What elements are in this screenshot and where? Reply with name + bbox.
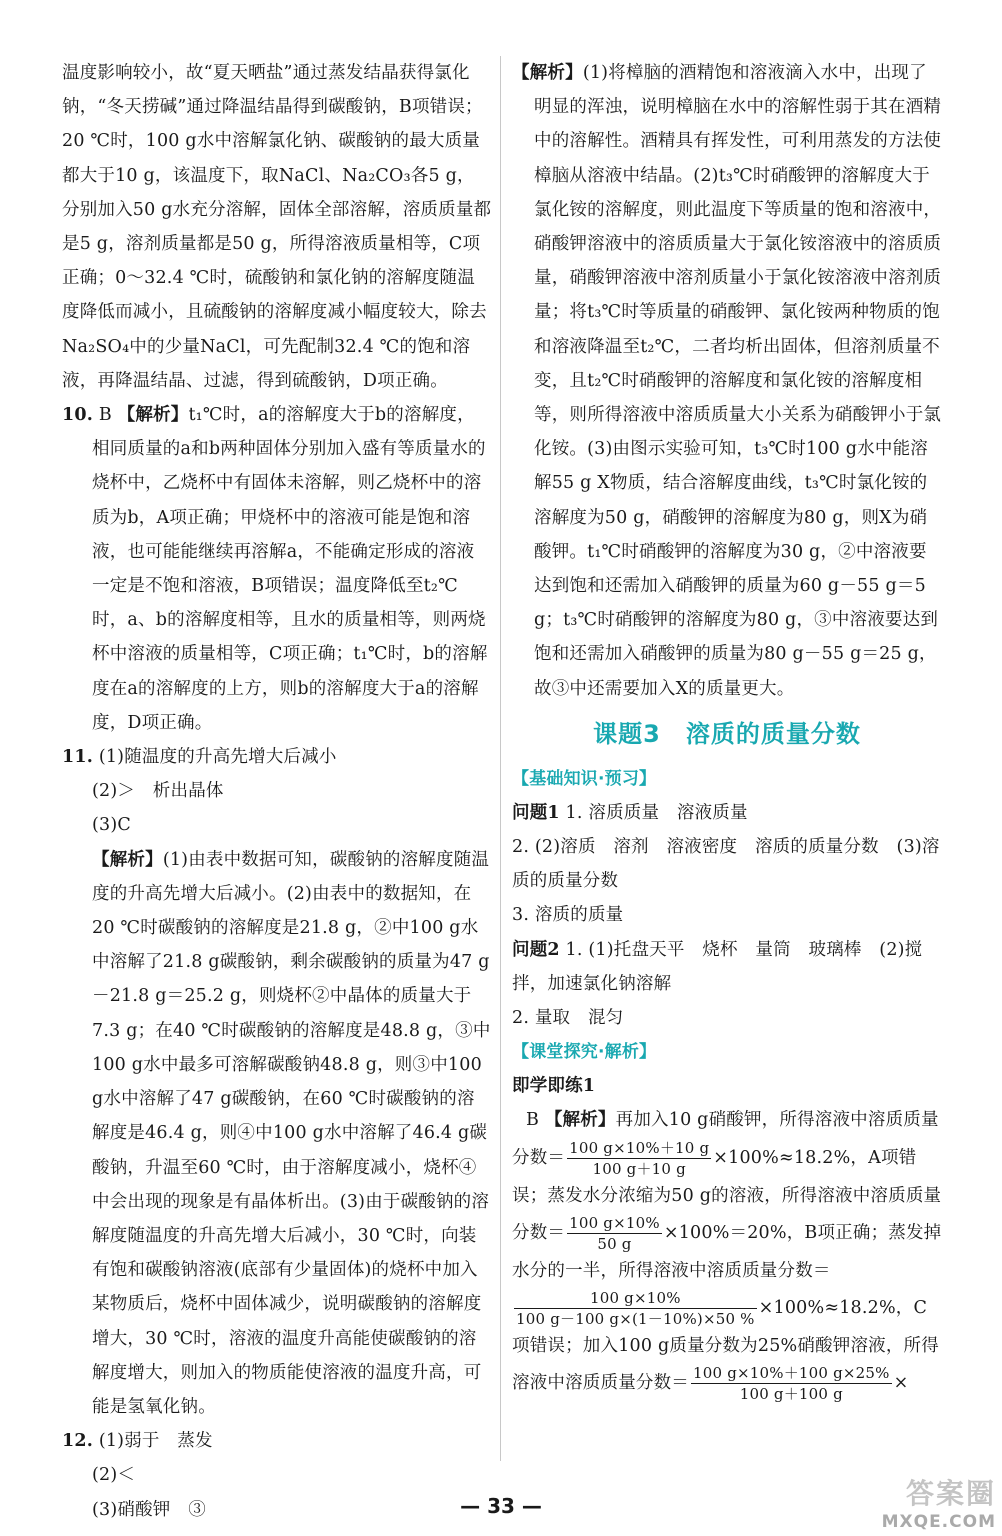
section-heading: 【课堂探究·解析】 — [512, 1042, 657, 1063]
question-number: 12. — [62, 1431, 94, 1452]
fraction-numerator: 100 g×10% — [569, 1213, 660, 1232]
analysis-tag: 【解析】 — [544, 1110, 616, 1131]
answer-line: 1. 溶质质量 溶液质量 — [565, 802, 748, 823]
answer-line: 2. 量取 混匀 — [512, 1008, 624, 1029]
analysis — [62, 843, 492, 1424]
exercise-analysis — [512, 1103, 942, 1404]
exercise-label: 即学即练1 — [512, 1076, 596, 1097]
fraction-numerator: 100 g×10% — [514, 1288, 757, 1309]
fraction-denominator: 100 g－100 g×(1－10%)×50 % — [516, 1310, 755, 1329]
analysis-text: (1)由表中数据可知，碳酸钠的溶解度随温度的升高先增大后减小。(2)由表中的数据知，在20 ℃时碳酸钠的溶解度是21.8 g，②中100 g水中溶解了21.8 g碳酸钠，剩余碳酸钠的质量为47 g－21.8 g＝25.2 g，则烧杯②中晶体的质量大于7.3 g；在40 ℃时碳酸钠的溶解度是48.8 g，③中100 g水中最多可溶解碳酸钠48.8 g，则③中100 g水中溶解了47 g碳酸钠，在60 ℃时碳酸钠的溶解度是46.4 g，则④中100 g水中溶解了46.4 g碳酸钠，升温至60 ℃时，由于溶解度减小，烧杯④中会出现的现象是有晶体析出。(3)由于碳酸钠的溶解度随温度的升高先增大后减小，30 ℃时，向装有饱和碳酸钠溶液(底部有少量固体)的烧杯中加入某物质后，烧杯中固体减少，说明碳酸钠的溶解度增大，30 ℃时，溶液的温度升高能使碳酸钠的溶解度增大，则加入的物质能使溶液的温度升高，可能是氢氧化钠。 — [92, 849, 491, 1417]
answer-line: 3. 溶质的质量 — [512, 905, 624, 926]
column-divider — [500, 56, 501, 1461]
answer-line: 1. (1)托盘天平 烧杯 量筒 玻璃棒 (2)搅拌，加速氯化钠溶解 — [512, 939, 923, 994]
analysis-text: (1)将樟脑的酒精饱和溶液滴入水中，出现了明显的浑浊，说明樟脑在水中的溶解性弱于其在酒精中的溶解性。酒精具有挥发性，可利用蒸发的方法使樟脑从溶液中结晶。(2)t₃℃时硝酸钾的溶解度大于氯化铵的溶解度，则此温度下等质量的饱和溶液中，硝酸钾溶液中的溶质质量大于氯化铵溶液中的溶质质量，硝酸钾溶液中溶剂质量小于氯化铵溶液中溶剂质量；将t₃℃时等质量的硝酸钾、氯化铵两种物质的饱和溶液降温至t₂℃，二者均析出固体，但溶剂质量不变，且t₂℃时硝酸钾的溶解度和氯化铵的溶解度相等，则所得溶液中溶质质量大小关系为硝酸钾小于氯化铵。(3)由图示实验可知，t₃℃时100 g水中能溶解55 g X物质，结合溶解度曲线，t₃℃时氯化铵的溶解度为50 g，硝酸钾的溶解度为80 g，则X为硝酸钾。t₁℃时硝酸钾的溶解度为30 g，②中溶液要达到饱和还需加入硝酸钾的质量为60 g－55 g＝5 g；t₃℃时硝酸钾的溶解度为80 g，③中溶液要达到饱和还需加入硝酸钾的质量为80 g－55 g＝25 g，故③中还需要加入X的质量更大。 — [534, 63, 942, 699]
answer-line: (3)C — [92, 815, 131, 836]
analysis-text: × — [893, 1373, 909, 1394]
fraction-denominator: 100 g＋10 g — [592, 1159, 686, 1178]
question-line — [512, 796, 942, 830]
right-column — [512, 56, 942, 1404]
fraction-denominator: 50 g — [597, 1234, 632, 1253]
answer-line: 2. (2)溶质 溶剂 溶液密度 溶质的质量分数 (3)溶质的质量分数 — [512, 837, 940, 892]
watermark-logo-text: 答案圈 — [905, 1477, 996, 1510]
question-label: 问题1 — [512, 802, 560, 823]
analysis-tag: 【解析】 — [92, 849, 163, 870]
watermark — [882, 1472, 996, 1532]
question-line — [512, 933, 942, 1001]
question-10 — [62, 398, 492, 740]
analysis-text: t₁℃时，a的溶解度大于b的溶解度，相同质量的a和b两种固体分别加入盛有等质量水的烧杯中，乙烧杯中有固体未溶解，则乙烧杯中的溶质为b，A项正确；甲烧杯中的溶液可能是饱和溶液，也可能能继续再溶解a，不能确定形成的溶液一定是不饱和溶液，B项错误；温度降低至t₂℃时，a、b的溶解度相等，且水的质量相等，则两烧杯中溶液的质量相等，C项正确；t₁℃时，b的溶解度在a的溶解度的上方，则b的溶解度大于a的溶解度，D项正确。 — [92, 405, 488, 733]
fraction-denominator: 100 g＋100 g — [739, 1385, 843, 1404]
answer-line: (2)＜ — [92, 1465, 136, 1486]
section-title: 课题3 溶质的质量分数 — [593, 719, 861, 748]
page-number: — 33 — — [460, 1494, 542, 1518]
answer: B — [98, 405, 112, 426]
section-heading: 【基础知识·预习】 — [512, 768, 657, 789]
answer-line: (3)硝酸钾 ③ — [92, 1499, 206, 1520]
question-11 — [62, 740, 492, 774]
question-label: 问题2 — [512, 939, 560, 960]
fraction-numerator: 100 g×10%＋10 g — [569, 1138, 710, 1157]
question-number: 10. — [62, 405, 94, 426]
analysis-text: ×100%＝20%，B项正确；蒸发掉水分的一半，所得溶液中溶质质量分数＝ — [512, 1222, 942, 1281]
paragraph: 温度影响较小，故“夏天晒盐”通过蒸发结晶获得氯化钠，“冬天捞碱”通过降温结晶得到碳酸钠，B项错误；20 ℃时，100 g水中溶解氯化钠、碳酸钠的最大质量都大于10 g，该温度下，取NaCl、Na₂CO₃各5 g，分别加入50 g水充分溶解，固体全部溶解，溶质质量都是5 g，溶剂质量都是50 g，所得溶液质量相等，C项正确；0～32.4 ℃时，硫酸钠和氯化钠的溶解度随温度降低而减小，且硫酸钠的溶解度减小幅度较大，除去Na₂SO₄中的少量NaCl，可先配制32.4 ℃的饱和溶液，再降温结晶、过滤，得到硫酸钠，D项正确。 — [62, 63, 492, 391]
fraction — [691, 1363, 892, 1404]
fraction — [567, 1213, 662, 1254]
left-column — [62, 56, 492, 1527]
question-12 — [62, 1424, 492, 1458]
answer-line: (1)随温度的升高先增大后减小 — [98, 747, 337, 768]
answer-line: (1)弱于 蒸发 — [98, 1431, 213, 1452]
analysis-tag: 【解析】 — [512, 63, 583, 83]
analysis-tag: 【解析】 — [117, 405, 189, 426]
fraction-numerator: 100 g×10%＋100 g×25% — [693, 1364, 890, 1383]
answer-line: (2)＞ 析出晶体 — [92, 781, 224, 802]
answer: B — [526, 1110, 540, 1131]
analysis-text: ×100%≈18.2%，C项错误；加入100 g质量分数为25%硝酸钾溶液，所得溶液中溶质质量分数＝ — [512, 1298, 939, 1394]
fraction — [514, 1288, 757, 1329]
watermark-url: MXQE.COM — [881, 1512, 996, 1532]
analysis — [512, 56, 942, 706]
analysis-text: ×100%≈18.2%，A项错误；蒸发水分浓缩为50 g的溶液，所得溶液中溶质质量分数＝ — [512, 1147, 942, 1243]
fraction — [567, 1138, 711, 1179]
question-number: 11. — [62, 747, 94, 768]
analysis-text: 再加入10 g硝酸钾，所得溶液中溶质质量分数＝ — [512, 1110, 939, 1168]
